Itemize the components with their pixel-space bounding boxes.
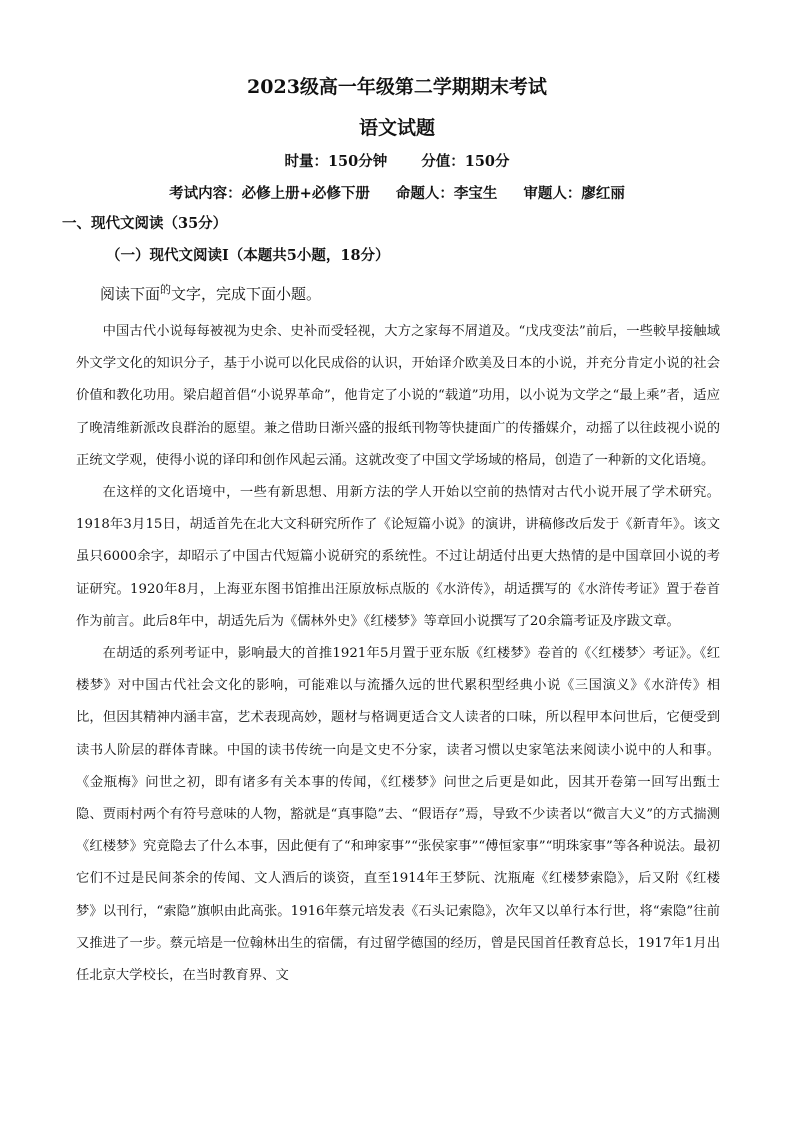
- exam-time-score: [0, 150, 794, 171]
- exam-title: 2023级高一年级第二学期期末考试: [247, 76, 547, 98]
- section-heading: 一、现代文阅读（35分）: [62, 215, 228, 232]
- exam-author: 命题人：李宝生: [395, 185, 498, 202]
- exam-reviewer: 审题人：廖红丽: [523, 185, 625, 202]
- exam-scope: 考试内容：必修上册+必修下册: [169, 185, 370, 202]
- instruction-superscript: 的: [160, 283, 172, 296]
- instruction-part-a: 阅读下面: [100, 285, 161, 303]
- reading-passage: [76, 316, 720, 992]
- exam-info: [0, 182, 794, 203]
- passage-paragraph: 在这样的文化语境中，一些有新思想、用新方法的学人开始以空前的热情对古代小说开展了学术研究。1918年3月15日，胡适首先在北大文科研究所作了《论短篇小说》的演讲，讲稿修改后发于《新青年》。该文虽只6000余字，却昭示了中国古代短篇小说研究的系统性。不过让胡适付出更大热情的是中国章回小说的考证研究。1920年8月，上海亚东图书馆推出汪原放标点版的《水浒传》，胡适撰写的《水浒传考证》置于卷首作为前言。此后8年中，胡适先后为《儒林外史》《红楼梦》等章回小说撰写了20余篇考证及序跋文章。: [76, 485, 720, 629]
- instruction-part-b: 文字，完成下面小题。: [171, 285, 322, 303]
- reading-instruction: [100, 283, 321, 304]
- subsection-heading: （一）现代文阅读Ⅰ（本题共5小题，18分）: [106, 247, 390, 264]
- passage-paragraph: 在胡适的系列考证中，影响最大的首推1921年5月置于亚东版《红楼梦》卷首的《〈红楼梦〉考证》。《红楼梦》对中国古代社会文化的影响，可能难以与流播久远的世代累积型经典小说《三国演义》《水浒传》相比，但因其精神内涵丰富，艺术表现高妙，题材与格调更适合文人读者的口味，所以程甲本问世后，它便受到读书人阶层的群体青睐。中国的读书传统一向是文史不分家，读者习惯以史家笔法来阅读小说中的人和事。《金瓶梅》问世之初，即有诸多有关本事的传闻，《红楼梦》问世之后更是如此，因其开卷第一回写出甄士隐、贾雨村两个有符号意味的人物，豁就是“真事隐”去、“假语存”焉，导致不少读者以“微言大义”的方式揣测《红楼梦》究竟隐去了什么本事，因此便有了“和珅家事”“张侯家事”“傅恒家事”“明珠家事”等各种说法。最初它们不过是民间茶余的传闻、文人酒后的谈资，直至1914年王梦阮、沈瓶庵《红楼梦索隐》，后又附《红楼梦》以刊行，“索隐”旗帜由此高张。1916年蔡元培发表《石头记索隐》，次年又以单行本行世，将“索隐”往前又推进了一步。蔡元培是一位翰林出生的宿儒，有过留学德国的经历，曾是民国首任教育总长，1917年1月出任北京大学校长，在当时教育界、文: [76, 646, 720, 984]
- exam-subtitle: 语文试题: [358, 117, 435, 139]
- passage-paragraph: 中国古代小说每每被视为史余、史补而受轻视，大方之家每不屑道及。“戊戌变法”前后，一些較早接触域外文学文化的知识分子，基于小说可以化民成俗的认识，开始译介欧美及日本的小说，并充分肯定小说的社会价值和教化功用。梁启超首倡“小说界革命”，他肯定了小说的“载道”功用，以小说为文学之“最上乘”者，适应了晚清维新派改良群治的愿望。兼之借助日渐兴盛的报纸刊物等快捷面广的传播媒介，动摇了以往歧视小说的正统文学观，使得小说的译印和创作风起云涌。这就改变了中国文学场域的格局，创造了一种新的文化语境。: [76, 324, 720, 468]
- score-label: 分值：150分: [421, 153, 510, 170]
- time-label: 时量：150分钟: [284, 153, 388, 170]
